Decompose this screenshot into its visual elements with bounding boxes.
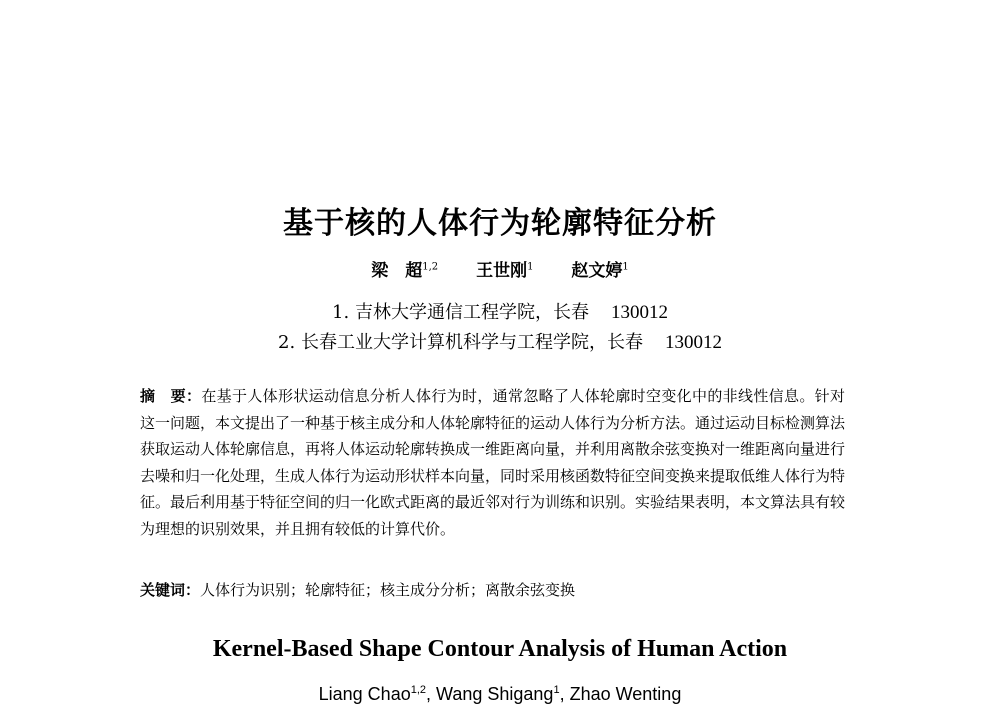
author-cn: [476, 261, 533, 281]
abstract-label: 摘 要：: [140, 387, 202, 405]
author-en: [319, 684, 426, 704]
postal-code: 130012: [610, 302, 668, 323]
author-name: Zhao Wenting: [569, 684, 682, 704]
affiliation-2: [0, 328, 1000, 354]
author-en: [436, 684, 560, 704]
author-separator: ,: [559, 684, 570, 704]
keywords-label: 关键词：: [140, 581, 201, 599]
postal-code: 130012: [664, 332, 722, 353]
author-affiliation-mark: 1,2: [410, 684, 427, 696]
author-affiliation-mark: 1: [527, 261, 534, 273]
affiliation-text: 2. 长春工业大学计算机科学与工程学院，长春: [278, 332, 643, 353]
abstract: [140, 383, 845, 543]
author-separator: ,: [426, 684, 437, 704]
author-name: 梁 超: [371, 261, 423, 281]
author-en: [570, 684, 682, 704]
author-affiliation-mark: 1,2: [422, 261, 439, 273]
author-list-cn: [0, 256, 1000, 281]
author-name: Liang Chao: [318, 684, 411, 704]
author-cn: [371, 261, 438, 281]
author-affiliation-mark: 1: [553, 684, 560, 696]
author-name: Wang Shigang: [436, 684, 554, 704]
author-name: 王世刚: [476, 261, 528, 281]
affiliation-1: [0, 298, 1000, 324]
author-name: 赵文婷: [571, 261, 623, 281]
affiliation-text: 1. 吉林大学通信工程学院，长春: [332, 302, 589, 323]
author-list-en: [0, 684, 1000, 705]
abstract-text: 在基于人体形状运动信息分析人体行为时，通常忽略了人体轮廓时空变化中的非线性信息。针对这一问题，本文提出了一种基于核主成分和人体轮廓特征的运动人体行为分析方法。通过运动目标检测算法获取运动人体轮廓信息，再将人体运动轮廓转换成一维距离向量，并利用离散余弦变换对一维距离向量进行去噪和归一化处理，生成人体行为运动形状样本向量，同时采用核函数特征空间变换来提取低维人体行为特征。最后利用基于特征空间的归一化欧式距离的最近邻对行为训练和识别。实验结果表明，本文算法具有较为理想的识别效果，并且拥有较低的计算代价。: [140, 387, 846, 538]
keywords-text: 人体行为识别；轮廓特征；核主成分分析；离散余弦变换: [200, 581, 576, 599]
author-affiliation-mark: 1: [622, 261, 629, 273]
author-cn: [571, 261, 628, 281]
keywords: [140, 579, 845, 600]
paper-title-cn: 基于核的人体行为轮廓特征分析: [283, 206, 717, 241]
paper-title-en: Kernel-Based Shape Contour Analysis of Human Action: [212, 636, 788, 662]
